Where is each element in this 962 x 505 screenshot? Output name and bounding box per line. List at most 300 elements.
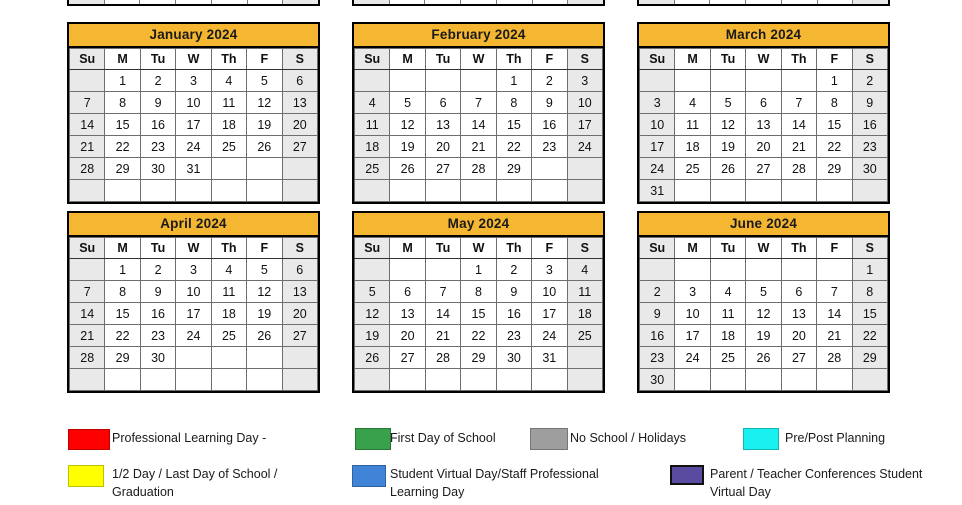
day-cell[interactable]: 30 (140, 158, 175, 180)
day-cell[interactable] (282, 158, 317, 180)
day-cell[interactable]: 20 (282, 303, 317, 325)
day-cell[interactable] (105, 180, 140, 202)
day-cell[interactable]: 13 (282, 281, 317, 303)
day-cell[interactable]: 24 (532, 325, 567, 347)
day-cell[interactable]: 27 (390, 347, 425, 369)
day-cell[interactable]: 26 (390, 158, 425, 180)
day-cell[interactable]: 8 (105, 281, 140, 303)
day-cell[interactable] (640, 70, 675, 92)
day-cell[interactable]: 3 (640, 92, 675, 114)
day-cell[interactable]: 19 (355, 325, 390, 347)
week-row (355, 114, 603, 136)
day-cell[interactable]: 27 (282, 136, 317, 158)
week-row (640, 259, 888, 281)
day-cell[interactable]: 21 (817, 325, 852, 347)
week-row (355, 259, 603, 281)
day-cell[interactable] (461, 180, 496, 202)
day-cell[interactable] (781, 369, 816, 391)
day-cell[interactable]: 10 (176, 281, 211, 303)
day-cell[interactable]: 15 (852, 303, 887, 325)
day-cell[interactable]: 7 (461, 92, 496, 114)
day-cell[interactable]: 22 (817, 136, 852, 158)
day-cell[interactable] (710, 369, 745, 391)
day-cell[interactable]: 25 (211, 325, 246, 347)
day-cell[interactable]: 19 (247, 303, 282, 325)
day-cell[interactable] (176, 180, 211, 202)
day-cell[interactable]: 6 (282, 70, 317, 92)
day-cell[interactable]: 11 (355, 114, 390, 136)
day-cell[interactable]: 24 (675, 347, 710, 369)
day-cell[interactable]: 27 (282, 325, 317, 347)
month-table (354, 48, 603, 202)
month-table (639, 48, 888, 202)
day-cell[interactable]: 18 (211, 114, 246, 136)
day-cell[interactable]: 4 (211, 259, 246, 281)
day-cell[interactable]: 31 (176, 158, 211, 180)
day-cell[interactable]: 1 (105, 259, 140, 281)
week-row (640, 369, 888, 391)
day-cell[interactable]: 11 (567, 281, 602, 303)
day-cell[interactable]: 22 (105, 325, 140, 347)
day-cell[interactable] (390, 180, 425, 202)
week-row (355, 136, 603, 158)
week-row (70, 259, 318, 281)
weekday-header-row (640, 238, 888, 259)
day-cell[interactable] (532, 369, 567, 391)
day-cell[interactable]: 25 (675, 158, 710, 180)
day-cell[interactable]: 23 (496, 325, 531, 347)
day-cell[interactable] (567, 347, 602, 369)
day-cell[interactable] (817, 180, 852, 202)
day-cell[interactable] (675, 259, 710, 281)
day-cell[interactable]: 5 (355, 281, 390, 303)
day-cell[interactable]: 21 (781, 136, 816, 158)
day-cell[interactable]: 23 (532, 136, 567, 158)
day-cell[interactable]: 26 (355, 347, 390, 369)
day-cell[interactable]: 30 (640, 369, 675, 391)
day-cell[interactable]: 7 (781, 92, 816, 114)
day-cell[interactable]: 14 (70, 303, 105, 325)
day-cell[interactable]: 14 (70, 114, 105, 136)
day-cell[interactable] (282, 347, 317, 369)
day-cell[interactable]: 5 (710, 92, 745, 114)
day-cell[interactable]: 29 (105, 158, 140, 180)
day-cell[interactable]: 17 (675, 325, 710, 347)
day-cell[interactable]: 26 (746, 347, 781, 369)
day-cell[interactable]: 21 (425, 325, 460, 347)
day-cell[interactable] (781, 70, 816, 92)
day-cell[interactable] (355, 70, 390, 92)
weekday-header-m: M (390, 238, 425, 259)
day-cell[interactable] (567, 180, 602, 202)
day-cell[interactable]: 16 (496, 303, 531, 325)
day-cell[interactable]: 12 (746, 303, 781, 325)
day-cell[interactable]: 21 (70, 325, 105, 347)
day-cell[interactable]: 28 (70, 347, 105, 369)
day-cell[interactable]: 16 (140, 114, 175, 136)
day-cell[interactable]: 3 (532, 259, 567, 281)
day-cell[interactable] (355, 259, 390, 281)
day-cell[interactable] (567, 369, 602, 391)
day-cell[interactable]: 22 (496, 136, 531, 158)
day-cell[interactable]: 29 (461, 347, 496, 369)
weekday-header-th: Th (496, 238, 531, 259)
day-cell[interactable]: 12 (355, 303, 390, 325)
day-cell[interactable]: 20 (282, 114, 317, 136)
day-cell[interactable]: 5 (247, 259, 282, 281)
weekday-header-w: W (176, 49, 211, 70)
weekday-header-su: Su (355, 49, 390, 70)
week-row (70, 281, 318, 303)
day-cell[interactable]: 11 (710, 303, 745, 325)
day-cell[interactable] (211, 369, 246, 391)
day-cell[interactable] (425, 369, 460, 391)
day-cell[interactable]: 20 (781, 325, 816, 347)
day-cell[interactable]: 28 (70, 158, 105, 180)
day-cell[interactable]: 25 (355, 158, 390, 180)
day-cell[interactable]: 17 (176, 114, 211, 136)
day-cell[interactable] (567, 158, 602, 180)
day-cell[interactable]: 31 (640, 180, 675, 202)
day-cell[interactable]: 9 (140, 281, 175, 303)
day-cell[interactable]: 30 (496, 347, 531, 369)
day-cell[interactable]: 4 (710, 281, 745, 303)
month-title: February 2024 (354, 24, 603, 48)
day-cell[interactable]: 27 (781, 347, 816, 369)
day-cell[interactable]: 6 (282, 259, 317, 281)
month-card (67, 22, 320, 204)
day-cell[interactable]: 15 (461, 303, 496, 325)
day-cell[interactable]: 9 (852, 92, 887, 114)
day-cell[interactable]: 16 (852, 114, 887, 136)
day-cell[interactable]: 29 (105, 347, 140, 369)
day-cell[interactable] (211, 158, 246, 180)
day-cell[interactable]: 8 (496, 92, 531, 114)
month-table (639, 237, 888, 391)
day-cell[interactable] (852, 180, 887, 202)
week-row (640, 281, 888, 303)
day-cell[interactable]: 9 (532, 92, 567, 114)
day-cell[interactable]: 6 (390, 281, 425, 303)
day-cell[interactable]: 30 (140, 347, 175, 369)
day-cell[interactable]: 28 (781, 158, 816, 180)
day-cell[interactable]: 5 (746, 281, 781, 303)
day-cell[interactable]: 13 (746, 114, 781, 136)
day-cell[interactable]: 1 (852, 259, 887, 281)
day-cell[interactable] (746, 180, 781, 202)
day-cell[interactable]: 25 (567, 325, 602, 347)
day-cell[interactable]: 2 (140, 259, 175, 281)
day-cell[interactable]: 9 (140, 92, 175, 114)
day-cell[interactable]: 10 (176, 92, 211, 114)
day-cell[interactable]: 24 (640, 158, 675, 180)
day-cell[interactable]: 3 (675, 281, 710, 303)
day-cell[interactable]: 19 (710, 136, 745, 158)
day-cell[interactable] (425, 70, 460, 92)
day-cell[interactable] (675, 70, 710, 92)
day-cell[interactable] (390, 259, 425, 281)
day-cell[interactable] (532, 180, 567, 202)
day-cell[interactable]: 16 (140, 303, 175, 325)
day-cell[interactable]: 3 (176, 70, 211, 92)
day-cell[interactable]: 6 (425, 92, 460, 114)
month-table (354, 237, 603, 391)
day-cell[interactable] (461, 70, 496, 92)
month-title: June 2024 (639, 213, 888, 237)
weekday-header-su: Su (640, 238, 675, 259)
day-cell[interactable] (247, 347, 282, 369)
day-cell[interactable]: 1 (461, 259, 496, 281)
day-cell[interactable]: 8 (105, 92, 140, 114)
day-cell[interactable]: 26 (247, 325, 282, 347)
day-cell[interactable]: 13 (282, 92, 317, 114)
day-cell[interactable] (176, 347, 211, 369)
day-cell[interactable] (852, 369, 887, 391)
cut-cell (248, 0, 284, 4)
weekday-header-f: F (247, 238, 282, 259)
day-cell[interactable] (390, 369, 425, 391)
cut-cell (675, 0, 711, 4)
day-cell[interactable]: 26 (247, 136, 282, 158)
day-cell[interactable]: 5 (390, 92, 425, 114)
day-cell[interactable]: 25 (211, 136, 246, 158)
yellow-swatch (68, 465, 104, 487)
day-cell[interactable] (746, 70, 781, 92)
weekday-header-w: W (461, 49, 496, 70)
day-cell[interactable]: 13 (781, 303, 816, 325)
day-cell[interactable] (70, 180, 105, 202)
day-cell[interactable] (425, 259, 460, 281)
day-cell[interactable]: 23 (140, 136, 175, 158)
day-cell[interactable]: 22 (105, 136, 140, 158)
day-cell[interactable]: 8 (817, 92, 852, 114)
day-cell[interactable]: 12 (247, 92, 282, 114)
day-cell[interactable]: 18 (355, 136, 390, 158)
day-cell[interactable]: 6 (781, 281, 816, 303)
calendar-legend (0, 424, 962, 505)
day-cell[interactable]: 17 (176, 303, 211, 325)
day-cell[interactable]: 19 (746, 325, 781, 347)
weekday-header-th: Th (496, 49, 531, 70)
day-cell[interactable]: 3 (567, 70, 602, 92)
day-cell[interactable]: 23 (852, 136, 887, 158)
day-cell[interactable] (461, 369, 496, 391)
day-cell[interactable] (247, 158, 282, 180)
day-cell[interactable]: 15 (105, 303, 140, 325)
day-cell[interactable]: 18 (710, 325, 745, 347)
day-cell[interactable]: 8 (461, 281, 496, 303)
day-cell[interactable] (496, 180, 531, 202)
day-cell[interactable]: 2 (140, 70, 175, 92)
day-cell[interactable] (355, 369, 390, 391)
week-row (70, 369, 318, 391)
day-cell[interactable]: 14 (461, 114, 496, 136)
day-cell[interactable]: 9 (496, 281, 531, 303)
weekday-header-s: S (567, 49, 602, 70)
day-cell[interactable]: 10 (675, 303, 710, 325)
day-cell[interactable]: 12 (710, 114, 745, 136)
day-cell[interactable]: 24 (176, 136, 211, 158)
top-cutoff-calendar-2 (352, 0, 605, 6)
weekday-header-su: Su (640, 49, 675, 70)
day-cell[interactable]: 22 (852, 325, 887, 347)
day-cell[interactable] (355, 180, 390, 202)
week-row (640, 70, 888, 92)
week-row (355, 325, 603, 347)
day-cell[interactable]: 2 (852, 70, 887, 92)
day-cell[interactable]: 3 (176, 259, 211, 281)
day-cell[interactable]: 17 (567, 114, 602, 136)
week-row (355, 347, 603, 369)
day-cell[interactable]: 28 (461, 158, 496, 180)
day-cell[interactable]: 10 (567, 92, 602, 114)
day-cell[interactable]: 8 (852, 281, 887, 303)
day-cell[interactable] (282, 180, 317, 202)
day-cell[interactable] (710, 180, 745, 202)
day-cell[interactable] (781, 180, 816, 202)
legend-label: Parent / Teacher Conferences Student Virtual Day (710, 467, 923, 499)
day-cell[interactable]: 20 (425, 136, 460, 158)
day-cell[interactable]: 16 (640, 325, 675, 347)
day-cell[interactable]: 4 (675, 92, 710, 114)
day-cell[interactable] (140, 369, 175, 391)
day-cell[interactable] (176, 369, 211, 391)
day-cell[interactable]: 17 (640, 136, 675, 158)
day-cell[interactable] (710, 259, 745, 281)
day-cell[interactable]: 4 (567, 259, 602, 281)
day-cell[interactable]: 11 (211, 281, 246, 303)
day-cell[interactable] (390, 70, 425, 92)
day-cell[interactable]: 1 (105, 70, 140, 92)
day-cell[interactable]: 31 (532, 347, 567, 369)
day-cell[interactable]: 27 (746, 158, 781, 180)
day-cell[interactable] (675, 369, 710, 391)
day-cell[interactable] (70, 369, 105, 391)
day-cell[interactable]: 9 (640, 303, 675, 325)
day-cell[interactable]: 18 (675, 136, 710, 158)
calendar-row-2 (0, 211, 962, 393)
cut-cell (746, 0, 782, 4)
day-cell[interactable]: 29 (496, 158, 531, 180)
day-cell[interactable] (496, 369, 531, 391)
day-cell[interactable]: 24 (176, 325, 211, 347)
day-cell[interactable] (247, 369, 282, 391)
day-cell[interactable] (710, 70, 745, 92)
day-cell[interactable] (70, 70, 105, 92)
day-cell[interactable]: 29 (852, 347, 887, 369)
day-cell[interactable] (746, 259, 781, 281)
day-cell[interactable]: 7 (70, 281, 105, 303)
month-card (637, 22, 890, 204)
day-cell[interactable]: 22 (461, 325, 496, 347)
week-row (640, 92, 888, 114)
day-cell[interactable]: 25 (710, 347, 745, 369)
day-cell[interactable]: 28 (817, 347, 852, 369)
day-cell[interactable]: 20 (390, 325, 425, 347)
day-cell[interactable]: 14 (781, 114, 816, 136)
day-cell[interactable]: 14 (817, 303, 852, 325)
day-cell[interactable]: 7 (425, 281, 460, 303)
day-cell[interactable] (675, 180, 710, 202)
day-cell[interactable]: 20 (746, 136, 781, 158)
day-cell[interactable]: 4 (355, 92, 390, 114)
day-cell[interactable]: 16 (532, 114, 567, 136)
day-cell[interactable] (425, 180, 460, 202)
weekday-header-w: W (746, 49, 781, 70)
day-cell[interactable]: 2 (496, 259, 531, 281)
day-cell[interactable]: 2 (532, 70, 567, 92)
day-cell[interactable]: 26 (710, 158, 745, 180)
day-cell[interactable] (817, 259, 852, 281)
day-cell[interactable] (532, 158, 567, 180)
day-cell[interactable] (282, 369, 317, 391)
day-cell[interactable]: 24 (567, 136, 602, 158)
day-cell[interactable]: 1 (496, 70, 531, 92)
day-cell[interactable]: 27 (425, 158, 460, 180)
day-cell[interactable]: 4 (211, 70, 246, 92)
day-cell[interactable] (781, 259, 816, 281)
day-cell[interactable]: 1 (817, 70, 852, 92)
day-cell[interactable] (211, 347, 246, 369)
day-cell[interactable] (746, 369, 781, 391)
day-cell[interactable]: 15 (496, 114, 531, 136)
day-cell[interactable]: 29 (817, 158, 852, 180)
day-cell[interactable]: 21 (70, 136, 105, 158)
day-cell[interactable]: 15 (105, 114, 140, 136)
cut-cell (710, 0, 746, 4)
day-cell[interactable]: 7 (817, 281, 852, 303)
day-cell[interactable]: 2 (640, 281, 675, 303)
day-cell[interactable]: 6 (746, 92, 781, 114)
day-cell[interactable]: 10 (640, 114, 675, 136)
day-cell[interactable]: 19 (390, 136, 425, 158)
day-cell[interactable]: 17 (532, 303, 567, 325)
day-cell[interactable]: 21 (461, 136, 496, 158)
day-cell[interactable]: 10 (532, 281, 567, 303)
day-cell[interactable] (211, 180, 246, 202)
weekday-header-su: Su (70, 238, 105, 259)
weekday-header-s: S (282, 49, 317, 70)
day-cell[interactable]: 13 (390, 303, 425, 325)
day-cell[interactable]: 23 (140, 325, 175, 347)
day-cell[interactable]: 18 (567, 303, 602, 325)
month-title: March 2024 (639, 24, 888, 48)
day-cell[interactable] (817, 369, 852, 391)
day-cell[interactable] (70, 259, 105, 281)
day-cell[interactable]: 11 (675, 114, 710, 136)
day-cell[interactable]: 13 (425, 114, 460, 136)
weekday-header-w: W (746, 238, 781, 259)
day-cell[interactable]: 28 (425, 347, 460, 369)
day-cell[interactable]: 7 (70, 92, 105, 114)
day-cell[interactable]: 14 (425, 303, 460, 325)
week-row (640, 347, 888, 369)
day-cell[interactable] (247, 180, 282, 202)
day-cell[interactable]: 30 (852, 158, 887, 180)
day-cell[interactable]: 23 (640, 347, 675, 369)
day-cell[interactable] (140, 180, 175, 202)
day-cell[interactable]: 5 (247, 70, 282, 92)
day-cell[interactable]: 19 (247, 114, 282, 136)
day-cell[interactable] (640, 259, 675, 281)
day-cell[interactable]: 15 (817, 114, 852, 136)
month-card (352, 211, 605, 393)
day-cell[interactable]: 12 (247, 281, 282, 303)
day-cell[interactable]: 11 (211, 92, 246, 114)
day-cell[interactable]: 12 (390, 114, 425, 136)
day-cell[interactable] (105, 369, 140, 391)
day-cell[interactable]: 18 (211, 303, 246, 325)
